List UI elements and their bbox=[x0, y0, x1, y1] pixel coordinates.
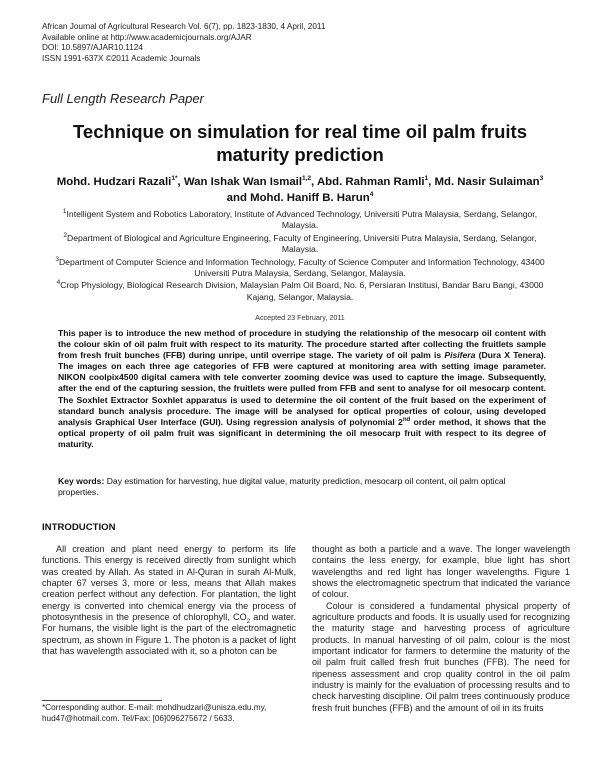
right-column bbox=[312, 544, 570, 714]
keywords-label: Key words: bbox=[58, 476, 105, 486]
affiliation-text: Crop Physiology, Biological Research Division, Malaysian Palm Oil Board, No. 6, Persiaran Institusi, Bandar Baru Bangi, 43000 Kajang, Selangor, Malaysia. bbox=[60, 280, 544, 302]
author-affiliation-mark: 1* bbox=[171, 175, 178, 183]
paper-title: Technique on simulation for real time oil palm fruits maturity prediction bbox=[73, 121, 527, 165]
abstract-variety-name: Pisifera bbox=[444, 350, 476, 361]
affiliation-item bbox=[48, 233, 552, 256]
author-separator: and bbox=[226, 192, 251, 204]
author-affiliation-mark: 1 bbox=[424, 175, 429, 183]
affiliation-item bbox=[48, 257, 552, 280]
footnote-divider bbox=[42, 700, 162, 701]
affiliation-number: 1 bbox=[62, 208, 67, 216]
author-list bbox=[46, 174, 554, 206]
affiliation-list bbox=[48, 209, 552, 304]
body-text: All creation and plant need energy to perform its life functions. This energy is received directly from sunlight which was created by Allah. As stated in Al-Quran in surah Al-Mulk, chapter 67 verses 3, more or less, means that Allah makes creation perfect without any defection. For plantation, the light energy is converted into chemical energy via the process of photosynthesis in the presence of chlorophyll, CO bbox=[42, 544, 296, 623]
body-paragraph: thought as both a particle and a wave. The longer wavelength contains the less energy, for example, blue light has short wavelengths and red light has longer wavelengths. Figure 1 shows the electromagnetic spectrum that indicated the variance of colour. bbox=[312, 544, 570, 600]
author-separator: , bbox=[311, 176, 317, 188]
affiliation-number: 2 bbox=[63, 231, 68, 239]
body-text: and water. For humans, the visible light is the part of the electromagnetic spectrum, as shown in Figure 1. The photon is a packet of light that has wavelength associated with it, so a photon can be bbox=[42, 612, 296, 657]
abstract-superscript: nd bbox=[402, 416, 411, 423]
abstract bbox=[58, 328, 546, 450]
keywords-text: Day estimation for harvesting, hue digital value, maturity prediction, mesocarp oil content, oil palm optical properties. bbox=[58, 476, 506, 498]
author-affiliation-mark: 1,2 bbox=[301, 175, 312, 183]
abstract-text: (Dura X Tenera). The images on each three age categories of FFB were captured at monitoring area with setting image parameter. NIKON coolpix4500 digital camera with tele converter zooming device was used to capture the image. Subsequently, after the end of the capturing session, the fruitlets were pulled from FFB and sent to analyse for oil mesocarp content. The Soxhlet Extractor Soxhlet apparatus is used to determine the oil content of the fruit based on the experiment of standard bunch analysis procedure. The image will be analysed for optical properties of colour, using developed analysis Graphical User Interface (GUI). Using regression analysis of polynomial 2 bbox=[58, 350, 546, 427]
journal-citation: African Journal of Agricultural Research Vol. 6(7), pp. 1823-1830, 4 April, 2011 bbox=[42, 22, 326, 31]
subscript: 2 bbox=[246, 618, 250, 625]
affiliation-item bbox=[48, 209, 552, 232]
section-heading-introduction: INTRODUCTION bbox=[42, 522, 116, 533]
journal-issn: ISSN 1991-637X ©2011 Academic Journals bbox=[42, 53, 201, 63]
author-affiliation-mark: 3 bbox=[539, 175, 544, 183]
affiliation-number: 4 bbox=[56, 279, 61, 287]
author-separator: , bbox=[428, 176, 435, 188]
left-column bbox=[42, 544, 296, 657]
author-name: Abd. Rahman Ramli bbox=[316, 176, 425, 188]
journal-header bbox=[42, 22, 325, 64]
author-affiliation-mark: 4 bbox=[369, 191, 374, 199]
accepted-date: Accepted 23 February, 2011 bbox=[255, 313, 345, 322]
paper-type-label: Full Length Research Paper bbox=[42, 91, 204, 106]
abstract-text: order method, it shows that the optical property of oil palm fruit was significant in determining the oil mesocarp fruit with respect to its degree of maturity. bbox=[58, 416, 546, 449]
author-name: Mohd. Hudzari Razali bbox=[56, 176, 172, 188]
journal-doi: DOI: 10.5897/AJAR10.1124 bbox=[42, 43, 143, 53]
affiliation-text: Department of Biological and Agriculture Engineering, Faculty of Engineering, Universiti Putra Malaysia, Serdang, Selangor, Malaysia. bbox=[67, 232, 537, 255]
body-paragraph bbox=[42, 544, 296, 657]
affiliation-item bbox=[48, 280, 552, 303]
author-separator: , bbox=[177, 176, 184, 188]
body-paragraph: Colour is considered a fundamental physical property of agriculture products and foods. It is usually used for recognizing the maturity stage and harvesting process of agriculture products. In manual harvesting of oil palm, colour is the most important indicator for farmers to determine the maturity of the oil palm fruit called fresh fruit bunches (FFB). The need for ripeness assessment and crop quality control in the oil palm industry is mainly for the evaluation of processing results and to check harvesting discipline. Oil palm trees continuously produce fresh fruit bunches (FFB) and the amount of oil in its fruits bbox=[312, 600, 570, 713]
author-name: Md. Nasir Sulaiman bbox=[434, 176, 540, 188]
keywords bbox=[58, 476, 548, 498]
journal-url: Available online at http://www.academicjournals.org/AJAR bbox=[42, 32, 252, 42]
affiliation-text: Intelligent System and Robotics Laboratory, Institute of Advanced Technology, Universiti Putra Malaysia, Serdang, Selangor, Malaysia. bbox=[66, 209, 538, 231]
author-name: Mohd. Haniff B. Harun bbox=[250, 192, 370, 204]
affiliation-number: 3 bbox=[55, 255, 59, 263]
corresponding-author-footnote: *Corresponding author. E-mail: mohdhudzari@unisza.edu.my, hud47@hotmail.com. Tel/Fax: [06]096275672 / 5633. bbox=[42, 703, 267, 723]
affiliation-text: Department of Computer Science and Information Technology, Faculty of Science Computer and Information Technology, 43400 Universiti Putra Malaysia, Serdang, Selangor, Malaysia. bbox=[58, 256, 545, 279]
abstract-text: This paper is to introduce the new method of procedure in studying the relationship of the mesocarp oil content with the colour skin of oil palm fruit with respect to its maturity. The procedure started after collecting the fruitlets sample from fresh fruit bunches (FFB) during unripe, until overripe stage. The variety of oil palm is bbox=[58, 328, 546, 361]
author-name: Wan Ishak Wan Ismail bbox=[183, 176, 302, 188]
